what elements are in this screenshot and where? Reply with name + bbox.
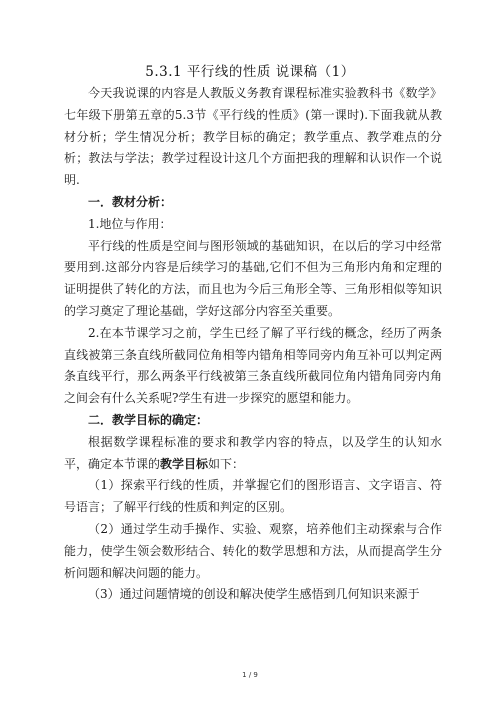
goals-intro-end: 如下： — [208, 456, 245, 471]
paragraph-prior-knowledge: 2.在本节课学习之前，学生已经了解了平行线的概念，经历了两条直线被第三条直线所截同位角相等内错角相等同旁内角互补可以判定两条直线平行，那么两条平行线被第三条直线所截同位角内错角同旁内角之间会有什么关系呢?学生有进一步探究的愿望和能力。 — [64, 325, 442, 406]
page-title: 5.3.1 平行线的性质 说课稿（1） — [145, 64, 355, 80]
goals-intro-bold: 教学目标 — [160, 456, 209, 471]
goals-intro-text: 根据数学课程标准的要求和教学内容的特点，以及学生的认知水平，确定本节课的 — [64, 434, 442, 471]
page-number: 1 / 9 — [242, 671, 258, 679]
section-heading-textbook-analysis: 一．教材分析： — [88, 194, 173, 209]
paragraph-position-role: 平行线的性质是空间与图形领域的基础知识，在以后的学习中经常要用到.这部分内容是后续学习的基础,它们不但为三角形内角和定理的证明提供了转化的方法，而且也为今后三角形全等、三角形相似等知识的学习奠定了理论基础，学好这部分内容至关重要。 — [64, 238, 442, 318]
subheading-position-role: 1.地位与作用： — [88, 216, 172, 231]
paragraph-goals-intro — [64, 432, 442, 476]
goal-item-3: （3）通过问题情境的创设和解决使学生感悟到几何知识来源于 — [88, 587, 420, 602]
document-body — [64, 83, 442, 606]
intro-paragraph: 今天我说课的内容是人教版义务教育课程标准实验教科书《数学》七年级下册第五章的5.3节《平行线的性质》(第一课时).下面我就从教材分析；学生情况分析；教学目标的确定；教学重点、教学难点的分析；教法与学法；教学过程设计这几个方面把我的理解和认识作一个说明. — [64, 86, 442, 188]
goal-item-2: （2）通过学生动手操作、实验、观察，培养他们主动探索与合作能力，使学生领会数形结合、转化的数学思想和方法，从而提高学生分析问题和解决问题的能力。 — [64, 521, 442, 580]
section-heading-teaching-goals: 二．教学目标的确定： — [88, 412, 209, 427]
goal-item-1: （1）探索平行线的性质，并掌握它们的图形语言、文字语言、符号语言；了解平行线的性质和判定的区别。 — [64, 478, 442, 515]
